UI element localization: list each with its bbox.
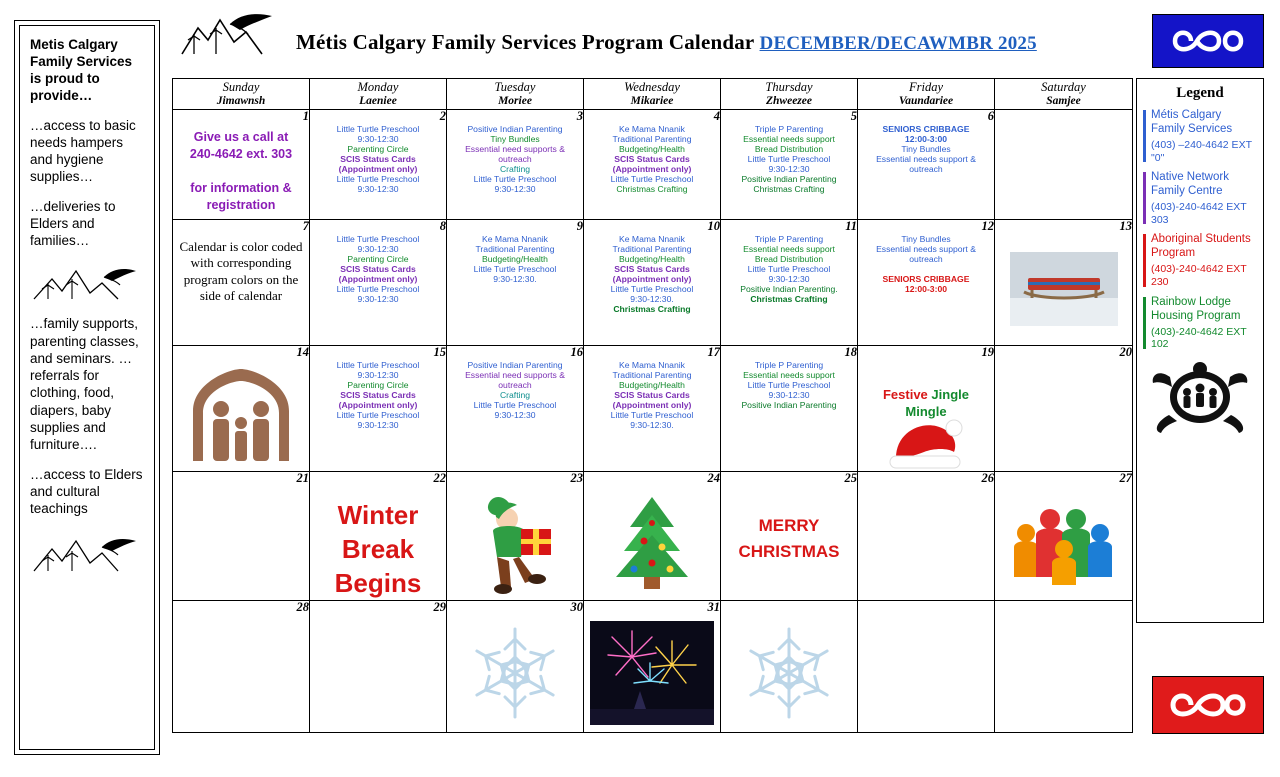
legend-item-rainbow-lodge-housing-program: Rainbow Lodge Housing Program (403)-240-4642 EXT 102 — [1143, 295, 1257, 351]
calendar-month: DECEMBER/DECAWMBR 2025 — [759, 33, 1037, 54]
event-entry: Little Turtle Preschool — [336, 410, 420, 421]
event-entry: Budgeting/Health — [619, 380, 685, 391]
event-entry: Parenting Circle — [347, 380, 409, 391]
people-circle-diversity — [1004, 493, 1124, 593]
event-entry: 9:30-12:30 — [768, 274, 810, 285]
cell-image — [173, 359, 309, 471]
event-entry: Little Turtle Preschool — [610, 284, 694, 295]
event-entry: 9:30-12:30 — [768, 164, 810, 175]
event-entry: SCIS Status Cards — [614, 154, 690, 165]
calendar-cell-26 — [858, 485, 995, 601]
event-entry: Triple P Parenting — [754, 360, 824, 370]
metis-infinity-blue-logo — [1152, 14, 1264, 68]
winter-break-banner: Winter Break Begins — [334, 500, 422, 598]
sidebar-item-3: …access to Elders and cultural teachings — [30, 466, 143, 517]
event-entry: Tiny Bundles — [490, 134, 540, 145]
event-list — [584, 359, 720, 430]
day-number-31: 31 — [584, 601, 721, 615]
calendar-cell-15 — [310, 359, 447, 472]
day-number-3: 3 — [447, 110, 584, 124]
cell-image — [721, 614, 857, 732]
event-entry: Essential needs support — [743, 244, 835, 255]
event-entry: 9:30-12:30. — [493, 274, 537, 285]
event-list — [447, 233, 583, 284]
event-entry: SCIS Status Cards — [614, 390, 690, 401]
cell-image — [584, 614, 720, 732]
day-number-9: 9 — [447, 220, 584, 234]
calendar-cell-23 — [447, 485, 584, 601]
day-number-14: 14 — [173, 346, 310, 360]
day-number-27: 27 — [995, 472, 1133, 486]
calendar-cell-18 — [721, 359, 858, 472]
day-number-11: 11 — [721, 220, 858, 234]
cell-image — [447, 485, 583, 600]
event-entry: SCIS Status Cards — [340, 154, 416, 165]
sled-photo — [1010, 252, 1118, 326]
event-entry: 9:30-12:30 — [357, 294, 399, 305]
snowflake — [463, 621, 567, 725]
day-number-17: 17 — [584, 346, 721, 360]
day-number-12: 12 — [858, 220, 995, 234]
event-entry: Bread Distribution — [754, 144, 824, 155]
day-header-wednesday: Wednesday Mikariee — [584, 79, 721, 110]
event-list — [584, 233, 720, 314]
event-entry: Budgeting/Health — [482, 254, 548, 265]
calendar-cell-17 — [584, 359, 721, 472]
elf-with-gift — [463, 491, 567, 595]
calendar-cell-21 — [173, 485, 310, 601]
calendar-cell-28 — [173, 614, 310, 733]
christmas-tree — [604, 493, 700, 593]
event-entry: 9:30-12:30. — [630, 420, 674, 431]
day-number-20: 20 — [995, 346, 1133, 360]
calendar-cell-8 — [310, 233, 447, 346]
sidebar-heading: Metis Calgary Family Services is proud to provide… — [30, 37, 133, 104]
event-entry: Triple P Parenting — [754, 124, 824, 134]
calendar-cell-22 — [310, 485, 447, 601]
day-number-10: 10 — [584, 220, 721, 234]
day-number-13: 13 — [995, 220, 1133, 234]
event-entry: 9:30-12:30 — [357, 184, 399, 195]
cell-image — [995, 485, 1132, 600]
sidebar-item-2: …family supports, parenting classes, and seminars. …referrals for clothing, food, diapers, baby supplies and furniture…. — [30, 316, 139, 453]
day-number-29: 29 — [310, 601, 447, 615]
event-entry: Positive Indian Parenting — [741, 174, 837, 185]
sidebar — [14, 20, 160, 755]
metis-infinity-red-icon — [1165, 687, 1251, 723]
day-header-saturday: Saturday Samjee — [995, 79, 1133, 110]
event-entry: Essential needs support & outreach — [876, 154, 976, 175]
event-entry: Bread Distribution — [754, 254, 824, 265]
event-entry: Positive Indian Parenting — [467, 124, 563, 134]
legend-item-metis-calgary-family-services: Métis Calgary Family Services (403) –240-4642 EXT "0" — [1143, 108, 1257, 164]
calendar-cell-12 — [858, 233, 995, 346]
calendar-cell-empty-4-5 — [858, 614, 995, 733]
event-list — [584, 123, 720, 194]
metis-infinity-blue-icon — [1167, 24, 1249, 58]
cell-image — [584, 485, 720, 600]
event-entry: Crafting — [499, 164, 531, 175]
day-number-15: 15 — [310, 346, 447, 360]
day-number-18: 18 — [721, 346, 858, 360]
event-entry: (Appointment only) — [612, 400, 692, 411]
calendar-cell-3 — [447, 123, 584, 220]
day-number-6: 6 — [858, 110, 995, 124]
event-entry: Little Turtle Preschool — [336, 124, 420, 134]
event-list — [447, 359, 583, 420]
event-list — [310, 359, 446, 430]
event-entry: Ke Mama Nnanik — [482, 234, 548, 244]
day-header-monday: Monday Laeniee — [310, 79, 447, 110]
calendar-week-row — [173, 485, 1133, 601]
event-entry: 12:00-3:00 — [904, 134, 948, 145]
title-text: Métis Calgary Family Services Program Calendar — [296, 30, 755, 54]
calendar-daynum-row — [173, 220, 1133, 234]
event-entry: Tiny Bundles — [901, 234, 951, 244]
event-entry: SCIS Status Cards — [340, 390, 416, 401]
event-entry: Essential need supports & outreach — [465, 370, 565, 391]
event-entry: 9:30-12:30 — [494, 184, 536, 195]
day-number-blank-6 — [995, 601, 1133, 615]
event-list — [858, 123, 994, 174]
event-entry: Little Turtle Preschool — [473, 174, 557, 185]
legend-color-bar — [1143, 110, 1146, 162]
day-header-tuesday: Tuesday Moriee — [447, 79, 584, 110]
calendar-week-row — [173, 123, 1133, 220]
event-list — [721, 359, 857, 410]
calendar-cell-5 — [721, 123, 858, 220]
festive-jingle-mingle: Festive Jingle Mingle — [882, 387, 969, 419]
calendar-daynum-row — [173, 472, 1133, 486]
metis-infinity-red-logo — [1152, 676, 1264, 734]
event-entry: 9:30-12:30 — [357, 134, 399, 145]
calendar-daynum-row — [173, 110, 1133, 124]
day-number-22: 22 — [310, 472, 447, 486]
event-entry: Little Turtle Preschool — [473, 400, 557, 411]
event-entry: Essential need supports & outreach — [465, 144, 565, 165]
event-entry: (Appointment only) — [612, 274, 692, 285]
event-entry: Essential needs support & outreach — [876, 244, 976, 265]
event-entry: Little Turtle Preschool — [747, 154, 831, 165]
family-silhouette — [183, 365, 299, 465]
event-entry: Crafting — [499, 390, 531, 401]
event-entry: 9:30-12:30 — [357, 244, 399, 255]
calendar-daynum-row — [173, 346, 1133, 360]
event-entry: (Appointment only) — [338, 400, 418, 411]
day-number-16: 16 — [447, 346, 584, 360]
calendar-cell-16 — [447, 359, 584, 472]
festive-image — [858, 421, 994, 469]
event-entry: Essential needs support — [743, 134, 835, 145]
event-entry: Christmas Crafting — [753, 184, 825, 195]
day-number-24: 24 — [584, 472, 721, 486]
event-list — [858, 233, 994, 294]
day-number-21: 21 — [173, 472, 310, 486]
event-entry: Tiny Bundles — [901, 144, 951, 155]
program-calendar — [172, 78, 1133, 733]
snowflake — [737, 621, 841, 725]
day-number-28: 28 — [173, 601, 310, 615]
event-entry: SENIORS CRIBBAGE — [882, 274, 970, 285]
event-entry: Traditional Parenting — [475, 244, 555, 255]
calendar-cell-7 — [173, 233, 310, 346]
merry-christmas-banner: MERRY CHRISTMAS — [738, 516, 840, 561]
calendar-daynum-row — [173, 601, 1133, 615]
sidebar-item-0: …access to basic needs hampers and hygiene supplies… — [30, 117, 136, 185]
event-entry: Little Turtle Preschool — [610, 174, 694, 185]
day-number-30: 30 — [447, 601, 584, 615]
event-entry: 9:30-12:30 — [357, 370, 399, 381]
day-number-blank-5 — [858, 601, 995, 615]
calendar-cell-9 — [447, 233, 584, 346]
cell-image — [995, 233, 1132, 345]
calendar-cell-1 — [173, 123, 310, 220]
mountain-bird-divider-2 — [32, 527, 144, 575]
cell-image — [447, 614, 583, 732]
event-entry: Traditional Parenting — [612, 244, 692, 255]
calendar-cell-10 — [584, 233, 721, 346]
event-entry: Christmas Crafting — [613, 304, 691, 315]
event-entry: Ke Mama Nnanik — [619, 234, 685, 244]
event-entry: Christmas Crafting — [750, 294, 828, 305]
event-entry: Ke Mama Nnanik — [619, 124, 685, 134]
event-entry: Little Turtle Preschool — [336, 174, 420, 185]
calendar-cell-2 — [310, 123, 447, 220]
event-entry: Budgeting/Health — [619, 144, 685, 155]
event-entry: 9:30-12:30 — [357, 420, 399, 431]
event-entry: Little Turtle Preschool — [336, 234, 420, 244]
event-entry: (Appointment only) — [338, 274, 418, 285]
event-list — [447, 123, 583, 194]
event-entry: Little Turtle Preschool — [610, 410, 694, 421]
event-entry: Positive Indian Parenting — [467, 360, 563, 370]
event-entry: Parenting Circle — [347, 144, 409, 155]
day-number-23: 23 — [447, 472, 584, 486]
event-entry: SCIS Status Cards — [340, 264, 416, 275]
santa-hat — [884, 418, 968, 472]
registration-callout: Give us a call at 240-4642 ext. 303 for information & registration — [189, 130, 293, 212]
event-entry: 9:30-12:30 — [494, 410, 536, 421]
calendar-cell-29 — [310, 614, 447, 733]
day-number-19: 19 — [858, 346, 995, 360]
event-entry: Positive Indian Parenting. — [740, 284, 838, 295]
event-entry: Budgeting/Health — [619, 254, 685, 265]
event-entry: Traditional Parenting — [612, 134, 692, 145]
day-number-5: 5 — [721, 110, 858, 124]
day-header-friday: Friday Vaundariee — [858, 79, 995, 110]
legend-title: Legend — [1176, 85, 1224, 101]
turtle-family-logo — [1145, 357, 1255, 435]
event-entry: 12:00-3:00 — [904, 284, 948, 295]
calendar-cell-19 — [858, 359, 995, 472]
calendar-cell-6 — [858, 123, 995, 220]
day-number-26: 26 — [858, 472, 995, 486]
calendar-cell-11 — [721, 233, 858, 346]
sidebar-item-1: …deliveries to Elders and families… — [30, 198, 116, 249]
event-entry: (Appointment only) — [612, 164, 692, 175]
event-entry: Little Turtle Preschool — [747, 380, 831, 391]
legend-color-bar — [1143, 234, 1146, 286]
event-entry: 9:30-12:30. — [630, 294, 674, 305]
day-number-7: 7 — [173, 220, 310, 234]
legend-color-bar — [1143, 172, 1146, 224]
calendar-cell-13 — [995, 233, 1133, 346]
calendar-cell-31 — [584, 614, 721, 733]
calendar-cell-27 — [995, 485, 1133, 601]
calendar-cell-25 — [721, 485, 858, 601]
event-entry: Parenting Circle — [347, 254, 409, 265]
day-header-sunday: Sunday Jimawnsh — [173, 79, 310, 110]
event-entry: Little Turtle Preschool — [473, 264, 557, 275]
legend-panel — [1136, 78, 1264, 623]
birds-on-hill-logo — [180, 10, 276, 58]
calendar-cell-4 — [584, 123, 721, 220]
calendar-cell-14 — [173, 359, 310, 472]
event-entry: Triple P Parenting — [754, 234, 824, 244]
day-number-8: 8 — [310, 220, 447, 234]
day-number-blank-6 — [995, 110, 1133, 124]
day-header-thursday: Thursday Zhweezee — [721, 79, 858, 110]
event-entry — [860, 264, 992, 274]
event-list — [310, 123, 446, 194]
event-entry: (Appointment only) — [338, 164, 418, 175]
calendar-week-row — [173, 233, 1133, 346]
calendar-cell-30 — [447, 614, 584, 733]
legend-item-aboriginal-students-program: Aboriginal Students Program (403)-240-4642 EXT 230 — [1143, 232, 1257, 288]
calendar-cell-empty-4-4 — [721, 614, 858, 733]
event-entry: Ke Mama Nnanik — [619, 360, 685, 370]
legend-item-native-network-family-centre: Native Network Family Centre (403)-240-4642 EXT 303 — [1143, 170, 1257, 226]
event-entry: Little Turtle Preschool — [336, 284, 420, 295]
event-entry: SCIS Status Cards — [614, 264, 690, 275]
event-list — [310, 233, 446, 304]
event-entry: Essential needs support — [743, 370, 835, 381]
event-entry: Little Turtle Preschool — [336, 360, 420, 370]
page-title — [296, 30, 1037, 55]
calendar-header-row — [173, 79, 1133, 110]
day-number-2: 2 — [310, 110, 447, 124]
day-number-25: 25 — [721, 472, 858, 486]
fireworks-photo — [590, 621, 714, 725]
day-number-1: 1 — [173, 110, 310, 124]
event-list — [721, 233, 857, 304]
calendar-cell-empty-4-6 — [995, 614, 1133, 733]
event-entry: Little Turtle Preschool — [747, 264, 831, 275]
day-number-blank-4 — [721, 601, 858, 615]
color-code-note: Calendar is color coded with corresponding program colors on the side of calendar — [179, 239, 303, 303]
event-entry: Positive Indian Parenting — [741, 400, 837, 411]
mountain-bird-divider — [32, 259, 144, 303]
calendar-cell-empty-0-6 — [995, 123, 1133, 220]
legend-color-bar — [1143, 297, 1146, 349]
calendar-cell-24 — [584, 485, 721, 601]
calendar-week-row — [173, 614, 1133, 733]
event-entry: SENIORS CRIBBAGE — [882, 124, 970, 134]
calendar-cell-20 — [995, 359, 1133, 472]
calendar-week-row — [173, 359, 1133, 472]
day-number-4: 4 — [584, 110, 721, 124]
event-entry: Traditional Parenting — [612, 370, 692, 381]
event-entry: 9:30-12:30 — [768, 390, 810, 401]
event-list — [721, 123, 857, 194]
event-entry: Christmas Crafting — [616, 184, 688, 195]
